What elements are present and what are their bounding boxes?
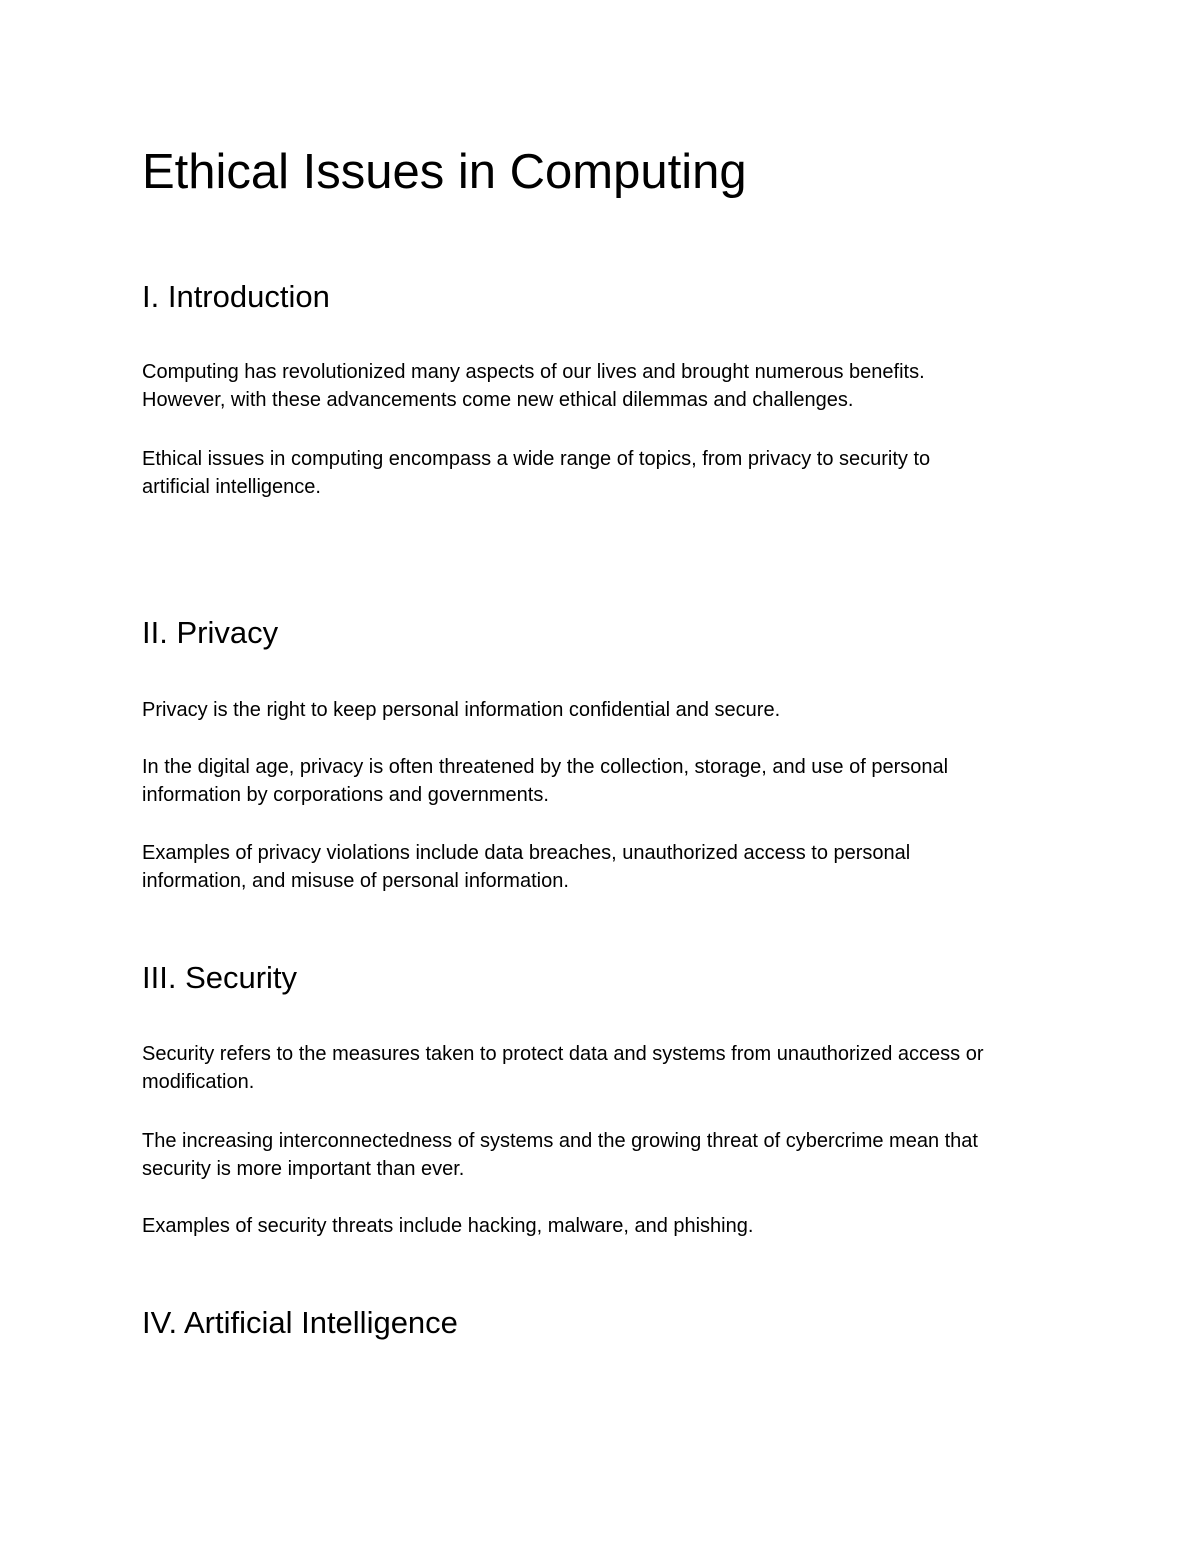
paragraph-privacy-2 [142,753,1062,809]
paragraph-privacy-1 [142,696,1062,724]
paragraph-line: security is more important than ever. [142,1158,465,1180]
paragraph-security-1 [142,1040,1062,1096]
paragraph-line: Security refers to the measures taken to protect data and systems from unauthorized access or [142,1043,984,1065]
paragraph-line: Ethical issues in computing encompass a wide range of topics, from privacy to security to [142,448,931,470]
paragraph-security-3 [142,1212,1062,1240]
page-title: Ethical Issues in Computing [142,145,747,199]
paragraph-line: Computing has revolutionized many aspects of our lives and brought numerous benefits. [142,361,925,383]
paragraph-line: information, and misuse of personal information. [142,870,569,892]
paragraph-line: information by corporations and governments. [142,784,549,806]
paragraph-introduction-2 [142,445,1062,501]
paragraph-line: Privacy is the right to keep personal information confidential and secure. [142,699,781,721]
paragraph-line: In the digital age, privacy is often threatened by the collection, storage, and use of personal [142,756,949,778]
paragraph-line: However, with these advancements come new ethical dilemmas and challenges. [142,389,854,411]
section-heading-security: III. Security [142,960,298,995]
paragraph-line: artificial intelligence. [142,476,321,498]
paragraph-privacy-3 [142,839,1062,895]
paragraph-security-2 [142,1127,1062,1183]
paragraph-line: Examples of privacy violations include data breaches, unauthorized access to personal [142,842,911,864]
section-heading-artificial-intelligence: IV. Artificial Intelligence [142,1305,458,1340]
paragraph-line: The increasing interconnectedness of systems and the growing threat of cybercrime mean that [142,1130,978,1152]
paragraph-introduction-1 [142,358,1062,414]
paragraph-line: modification. [142,1071,255,1093]
section-heading-privacy: II. Privacy [142,615,279,650]
paragraph-line: Examples of security threats include hacking, malware, and phishing. [142,1215,754,1237]
section-heading-introduction: I. Introduction [142,279,330,314]
